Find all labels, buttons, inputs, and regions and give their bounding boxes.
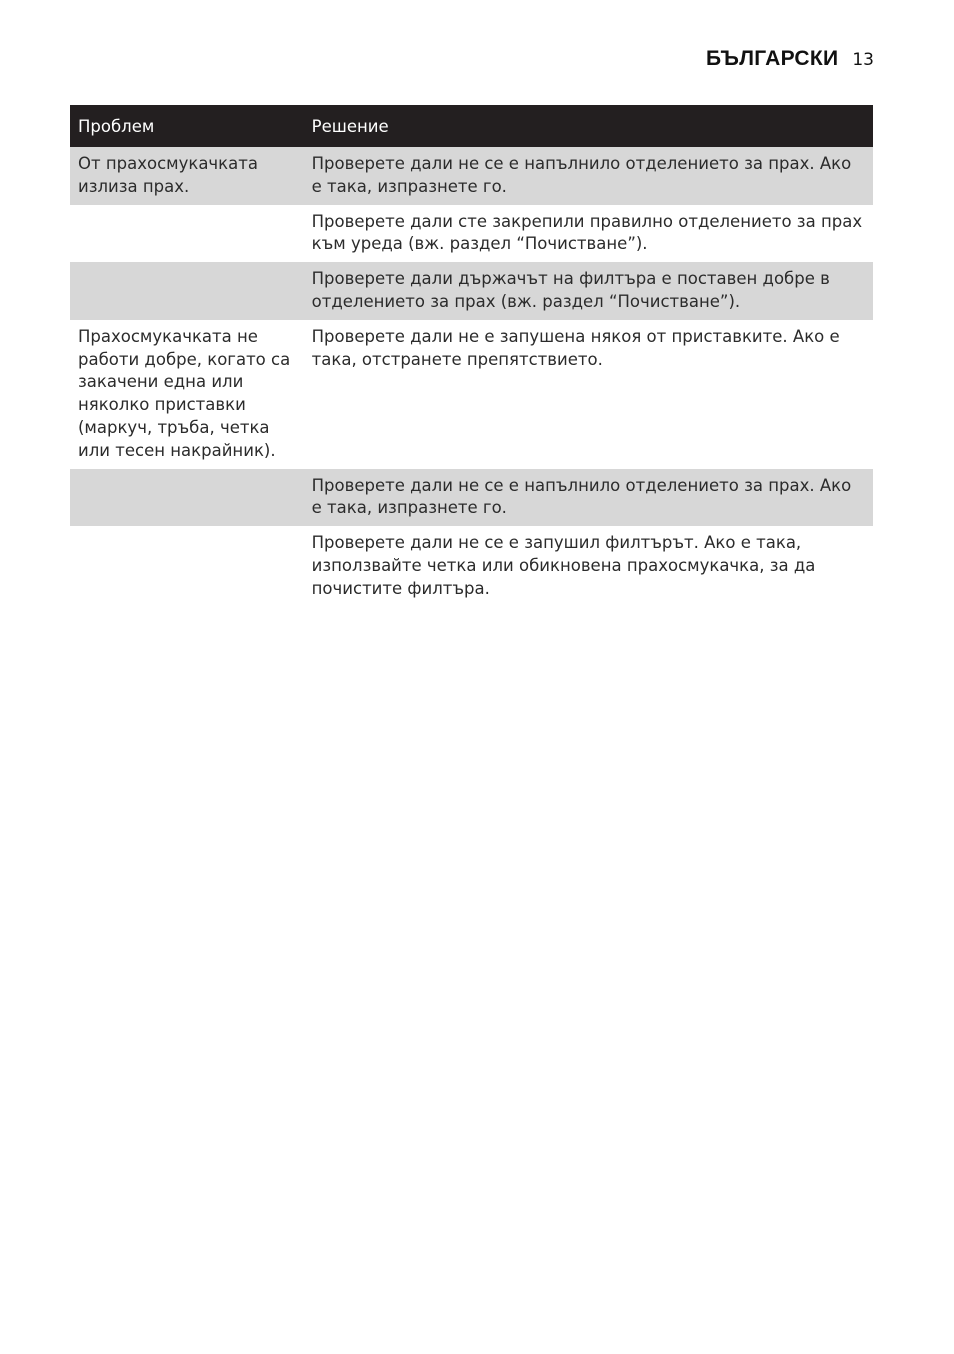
problem-cell: От прахосмукачката излиза прах. [70, 147, 304, 205]
table-row [70, 469, 873, 527]
table-row [70, 205, 873, 263]
solution-cell: Проверете дали държачът на филтъра е поставен добре в отделението за прах (вж. раздел “Почистване”). [304, 262, 873, 320]
table-row [70, 526, 873, 606]
problem-cell [70, 262, 304, 320]
page-number: 13 [852, 50, 874, 70]
table-row [70, 262, 873, 320]
language-title: БЪЛГАРСКИ [706, 47, 839, 70]
problem-cell [70, 205, 304, 263]
table-row [70, 147, 873, 205]
table-header-row [70, 105, 873, 147]
solution-cell: Проверете дали не се е напълнило отделението за прах. Ако е така, изпразнете го. [304, 469, 873, 527]
troubleshooting-table [70, 105, 873, 607]
problem-cell [70, 526, 304, 606]
column-header-solution: Решение [304, 105, 873, 147]
problem-cell: Прахосмукачката не работи добре, когато са закачени една или няколко приставки (маркуч, тръба, четка или тесен накрайник). [70, 320, 304, 469]
solution-cell: Проверете дали сте закрепили правилно отделението за прах към уреда (вж. раздел “Почистване”). [304, 205, 873, 263]
solution-cell: Проверете дали не се е запушил филтърът. Ако е така, използвайте четка или обикновена прахосмукачка, за да почистите филтъра. [304, 526, 873, 606]
column-header-problem: Проблем [70, 105, 304, 147]
problem-cell [70, 469, 304, 527]
solution-cell: Проверете дали не се е напълнило отделението за прах. Ако е така, изпразнете го. [304, 147, 873, 205]
table-row [70, 320, 873, 469]
solution-cell: Проверете дали не е запушена някоя от приставките. Ако е така, отстранете препятствието. [304, 320, 873, 469]
page-header [706, 47, 874, 71]
